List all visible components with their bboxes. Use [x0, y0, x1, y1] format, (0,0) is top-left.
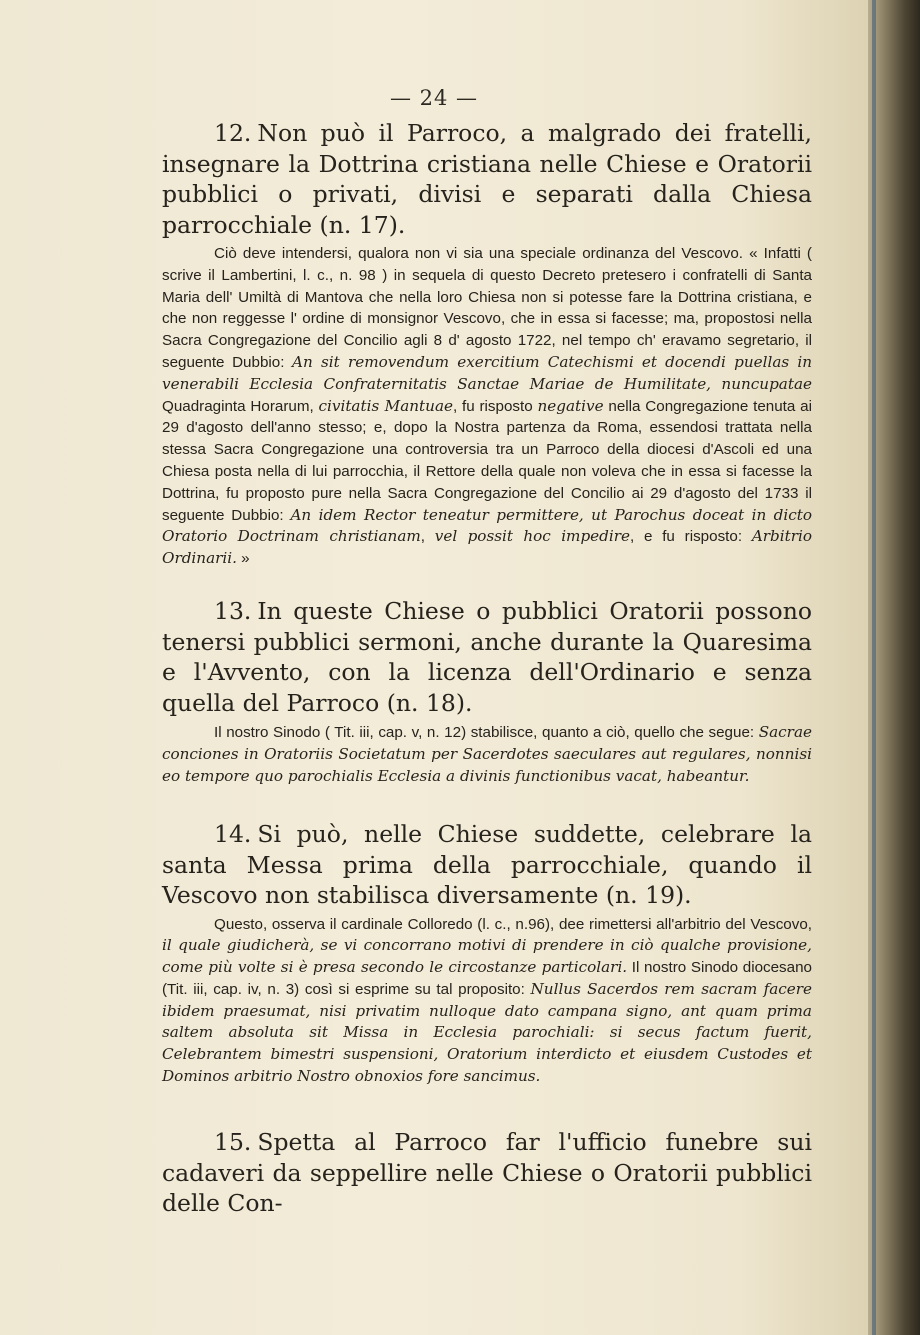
commentary-text: , e fu risposto: — [630, 528, 752, 546]
commentary-text: » — [236, 550, 250, 568]
section-15 — [162, 1127, 812, 1219]
commentary-text: Il nostro Sinodo ( — [214, 724, 335, 741]
commentary-text: Tit. iii, cap. v, n. 12 — [334, 724, 462, 741]
latin-quote: Arbitrio Ordinarii. — [162, 527, 812, 568]
commentary-text: Quadraginta Horarum, — [162, 397, 319, 415]
section-number: 15. — [214, 1128, 252, 1156]
section-text: Si può, nelle Chiese suddette, celebrare la santa Messa prima della parrocchiale, quando il Vescovo non stabilisca diversamente (n. 19). — [162, 820, 812, 909]
commentary-text: , fu risposto — [452, 397, 538, 415]
latin-quote: Sacrae conciones in Oratoriis Societatum per Sacerdotes saeculares aut regulares, nonnisi eo tempore quo parochialis Ecclesia a divinis functionibus vacat, habeantur. — [162, 723, 812, 785]
section-15-heading — [162, 1127, 812, 1219]
section-text: Spetta al Parroco far l'ufficio funebre sui cadaveri da seppellire nelle Chiese o Oratorii pubblici delle Con- — [162, 1128, 812, 1217]
commentary-text: Ciò deve intendersi, qualora non vi sia una speciale ordinanza del Vescovo. « Infatti ( scrive il Lambertini, l. c., n. 98 ) in sequela di questo Decreto pretesero i confratelli di Santa Maria dell' Umiltà di Mantova che nella loro Chiesa non si potesse fare la Dottrina cristiana, e che non reggesse l' ordine di monsignor Vescovo, che in essa si facesse; ma, propostosi nella Sacra Congregazione del Concilio agli 8 d' agosto 1722, nel tempo ch' eravamo segretario, il seguente Dubbio: — [162, 245, 812, 371]
section-13-commentary — [162, 722, 812, 787]
commentary-text: nella Congregazione tenuta ai 29 d'agosto dell'anno stesso; e, dopo la Nostra partenza da Roma, essendosi trattata nella stessa Sacra Congregazione una controversia tra un Parroco della diocesi d'Ascoli ed una Chiesa posta nella di lui parrocchia, il Rettore della quale non voleva che in essa si facesse la Dottrina, fu proposto pure nella Sacra Congregazione del Concilio ai 29 d'agosto del 1733 il seguente Dubbio: — [162, 397, 812, 524]
section-number: 13. — [214, 597, 252, 625]
latin-quote: civitatis Mantuae — [318, 396, 453, 415]
section-number: 14. — [214, 820, 252, 848]
commentary-text: ) stabilisce, quanto a ciò, quello che segue: — [461, 724, 759, 741]
section-14-heading — [162, 819, 812, 911]
page-number: — 24 — — [389, 86, 479, 110]
section-12-heading — [162, 118, 812, 240]
latin-quote: vel possit hoc impedire — [434, 527, 630, 546]
section-14 — [162, 819, 812, 1088]
spine-edge — [872, 0, 876, 1335]
latin-quote: An sit removendum exercitium Catechismi et docendi puellas in venerabili Ecclesia Confraternitatis Sanctae Mariae de Humilitate, nuncupatae — [162, 352, 813, 393]
latin-quote: Nullus Sacerdos rem sacram facere ibidem praesumat, nisi privatim nulloque dato campana signo, ant quam prima saltem absoluta sit Missa in Ecclesia parochiali: si secus factum fuerit, Celebrantem bimestri suspensioni, Oratorium interdicto et eiusdem Custodes et Dominos arbitrio Nostro obnoxios fore sancimus. — [162, 979, 812, 1086]
section-number: 12. — [214, 119, 252, 147]
commentary-text: , — [420, 528, 435, 546]
section-13-heading — [162, 596, 812, 718]
latin-quote: negative — [537, 396, 604, 415]
section-text: In queste Chiese o pubblici Oratorii possono tenersi pubblici sermoni, anche durante la Quaresima e l'Avvento, con la licenza dell'Ordinario e senza quella del Parroco (n. 18). — [162, 597, 812, 717]
latin-quote: An idem Rector teneatur permittere, ut Parochus doceat in dicto Oratorio Doctrinam christianam — [162, 505, 812, 546]
section-12 — [162, 118, 812, 570]
section-14-commentary — [162, 914, 812, 1088]
section-text: Non può il Parroco, a malgrado dei fratelli, insegnare la Dottrina cristiana nelle Chiese e Oratorii pubblici o privati, divisi e separati dalla Chiesa parrocchiale (n. 17). — [162, 119, 812, 239]
section-12-commentary — [162, 243, 812, 570]
commentary-text: Questo, osserva il cardinale Colloredo (l. c., n.96), dee rimettersi all'arbitrio del Vescovo, — [214, 915, 812, 933]
latin-quote: il quale giudicherà, se vi concorrano motivi di prendere in ciò qualche provisione, come più volte si è presa secondo le circostanze particolari. — [162, 936, 812, 977]
section-13 — [162, 596, 812, 787]
commentary-text: Il nostro Sinodo diocesano (Tit. iii, cap. iv, n. 3) così si esprime su tal proposito: — [162, 959, 812, 998]
